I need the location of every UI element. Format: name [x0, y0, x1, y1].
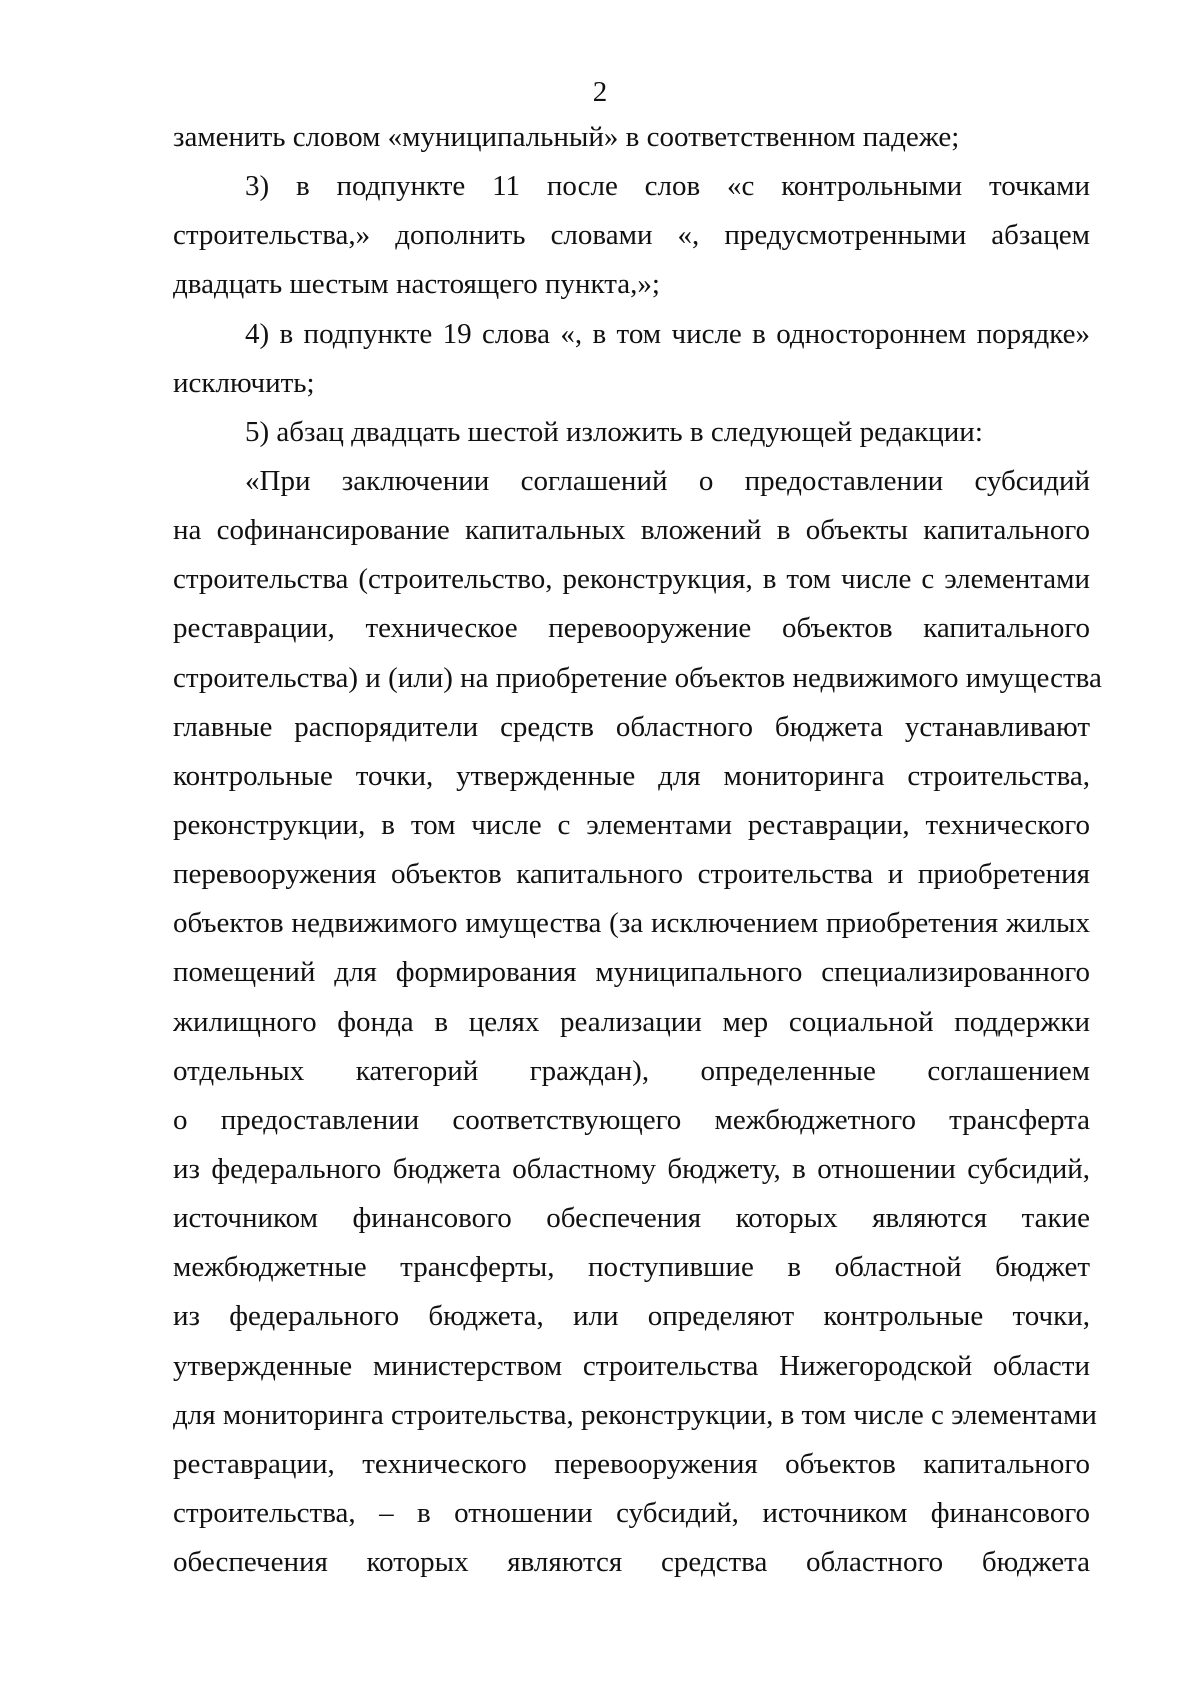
text-line: из федерального бюджета областному бюджету, в отношении субсидий, — [173, 1152, 1090, 1185]
text-line: 3) в подпункте 11 после слов «с контрольными точками — [245, 170, 1090, 203]
text-line: контрольные точки, утвержденные для мониторинга строительства, — [173, 759, 1090, 792]
text-line: из федерального бюджета, или определяют контрольные точки, — [173, 1300, 1090, 1333]
text-line: заменить словом «муниципальный» в соответственном падеже; — [173, 121, 960, 153]
text-line: исключить; — [173, 366, 315, 399]
text-line: строительства, – в отношении субсидий, источником финансового — [173, 1496, 1090, 1529]
text-line: перевооружения объектов капитального строительства и приобретения — [173, 858, 1090, 891]
text-line: на софинансирование капитальных вложений в объекты капитального — [173, 514, 1090, 547]
text-line: 5) абзац двадцать шестой изложить в следующей редакции: — [245, 415, 983, 448]
text-line: реставрации, технического перевооружения объектов капитального — [173, 1447, 1090, 1480]
text-line: реконструкции, в том числе с элементами реставрации, технического — [173, 808, 1090, 841]
text-line: отдельных категорий граждан), определенные соглашением — [173, 1054, 1090, 1087]
document-body — [173, 113, 1102, 1587]
text-line: утвержденные министерством строительства Нижегородской области — [173, 1349, 1090, 1382]
text-line: о предоставлении соответствующего межбюджетного трансферта — [173, 1103, 1090, 1136]
text-line: реставрации, техническое перевооружение объектов капитального — [173, 612, 1090, 645]
text-line: помещений для формирования муниципального специализированного — [173, 956, 1090, 989]
text-line: строительства,» дополнить словами «, предусмотренными абзацем — [173, 219, 1090, 252]
text-line: обеспечения которых являются средства областного бюджета — [173, 1546, 1090, 1579]
text-line: источником финансового обеспечения которых являются такие — [173, 1202, 1090, 1235]
text-line: 4) в подпункте 19 слова «, в том числе в одностороннем порядке» — [245, 317, 1090, 350]
text-line: строительства (строительство, реконструкция, в том числе с элементами — [173, 563, 1090, 596]
text-line: объектов недвижимого имущества (за исключением приобретения жилых — [173, 907, 1090, 940]
text-line: двадцать шестым настоящего пункта,»; — [173, 268, 660, 301]
text-line: для мониторинга строительства, реконструкции, в том числе с элементами — [173, 1398, 1097, 1431]
text-line: строительства) и (или) на приобретение объектов недвижимого имущества — [173, 661, 1102, 694]
text-line: жилищного фонда в целях реализации мер социальной поддержки — [173, 1005, 1090, 1038]
text-line: «При заключении соглашений о предоставлении субсидий — [245, 464, 1090, 497]
text-line: главные распорядители средств областного бюджета устанавливают — [173, 710, 1090, 743]
page-number: 2 — [592, 76, 608, 108]
text-line: межбюджетные трансферты, поступившие в областной бюджет — [173, 1251, 1090, 1284]
